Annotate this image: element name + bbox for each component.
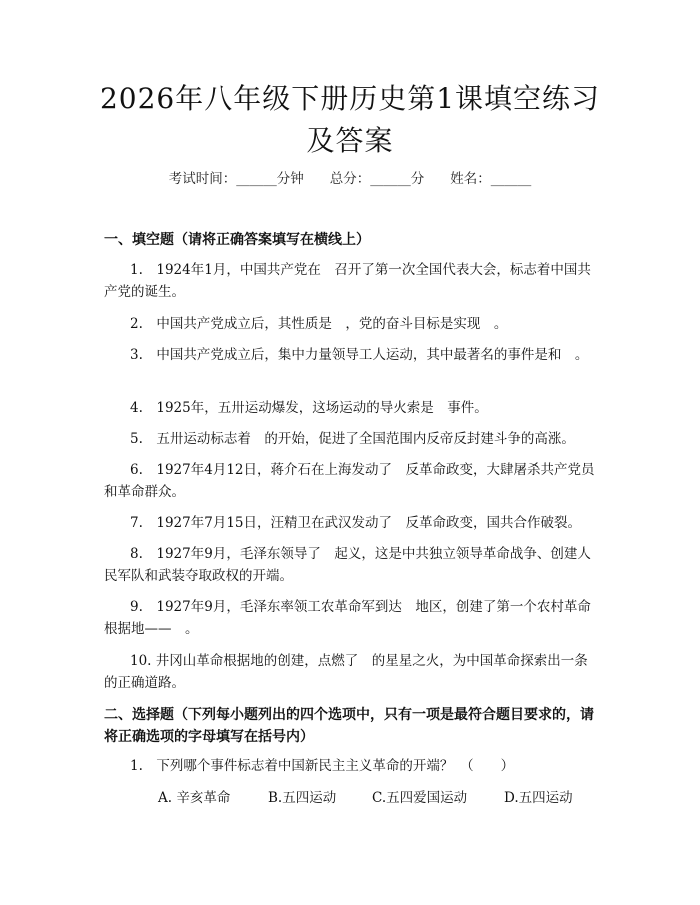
exam-meta [0, 167, 700, 187]
choice-question: 1. 下列哪个事件标志着中国新民主主义革命的开端？ （ ） [130, 758, 515, 774]
question-item: 1. 1924年1月，中国共产党在 召开了第一次全国代表大会，标志着中国共产党的诞生。 [104, 262, 591, 300]
section-heading-multiple-choice: 二、选择题（下列每小题列出的四个选项中，只有一项是最符合题目要求的，请将正确选项的字母填写在括号内） [104, 707, 594, 745]
exam-time-label: 考试时间：______分钟 [168, 171, 304, 187]
question-item: 8. 1927年9月，毛泽东领导了 起义，这是中共独立领导革命战争、创建人民军队和武装夺取政权的开端。 [104, 546, 591, 584]
question-item: 3. 中国共产党成立后，集中力量领导工人运动，其中最著名的事件是和 。 [130, 347, 589, 363]
document-title: 2026年八年级下册历史第1课填空练习及答案 [99, 82, 601, 157]
question-item: 7. 1927年7月15日，汪精卫在武汉发动了 反革命政变，国共合作破裂。 [130, 515, 582, 531]
option-b: B.五四运动 [268, 790, 337, 806]
question-item: 5. 五卅运动标志着 的开始，促进了全国范围内反帝反封建斗争的高涨。 [130, 431, 575, 447]
question-item: 10. 井冈山革命根据地的创建，点燃了 的星星之火，为中国革命探索出一条的正确道路。 [104, 653, 588, 691]
option-d: D.五四运动 [504, 790, 573, 806]
question-item: 9. 1927年9月，毛泽东率领工农革命军到达 地区，创建了第一个农村革命根据地—— 。 [104, 599, 591, 637]
option-c: C.五四爱国运动 [372, 790, 468, 806]
total-score-label: 总分：______分 [329, 171, 425, 187]
choice-options [158, 786, 573, 806]
question-item: 6. 1927年4月12日，蒋介石在上海发动了 反革命政变，大肆屠杀共产党员和革命群众。 [104, 462, 595, 500]
question-item: 2. 中国共产党成立后，其性质是 ，党的奋斗目标是实现 。 [130, 316, 508, 332]
question-item: 4. 1925年，五卅运动爆发，这场运动的导火索是 事件。 [130, 400, 488, 416]
student-name-label: 姓名：______ [450, 171, 532, 187]
option-a: A. 辛亥革命 [158, 790, 231, 806]
section-heading-fill-in: 一、填空题（请将正确答案填写在横线上） [104, 232, 370, 248]
